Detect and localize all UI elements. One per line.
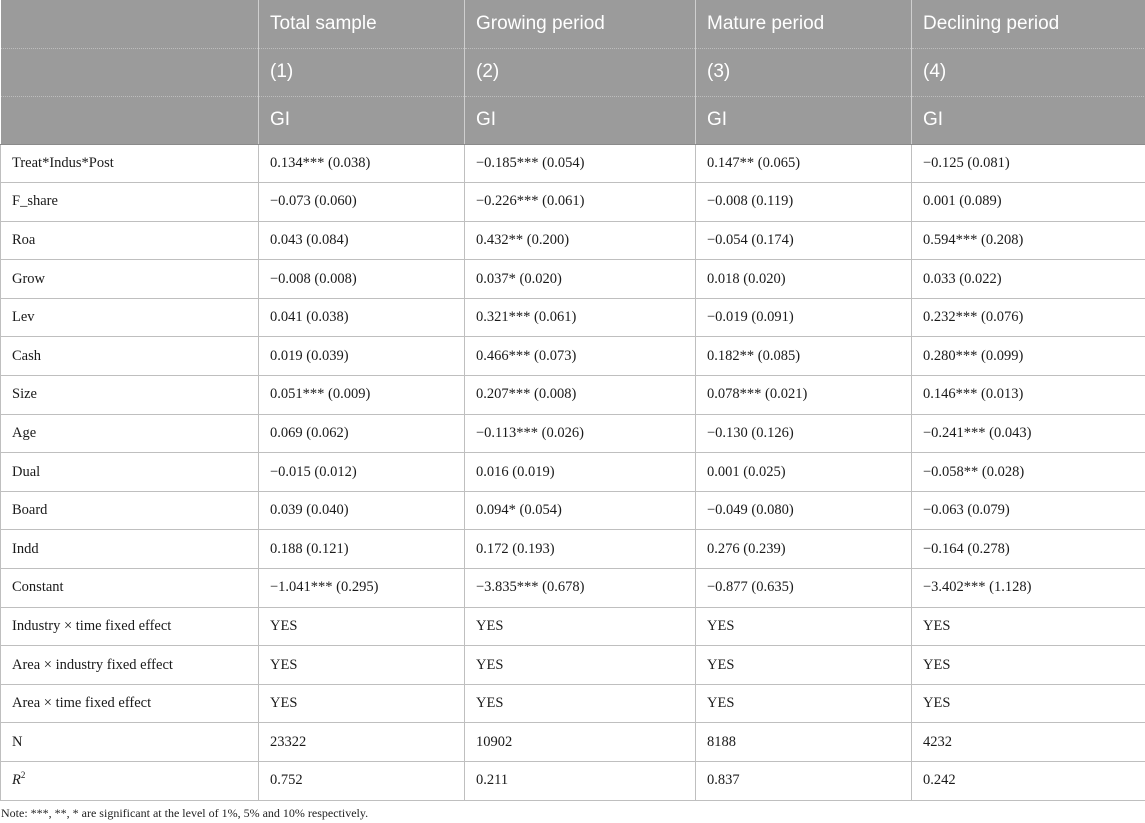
table-row (1, 607, 1145, 646)
table-row (1, 723, 1145, 762)
row-label: Area × time fixed effect (1, 684, 259, 723)
table-note: Note: ***, **, * are significant at the level of 1%, 5% and 10% respectively. (1, 806, 369, 820)
table-cell: −0.164 (0.278) (912, 530, 1145, 569)
table-cell: 0.134*** (0.038) (259, 144, 465, 183)
table-cell: YES (912, 607, 1145, 646)
table-header (1, 0, 1145, 144)
table-cell: 0.041 (0.038) (259, 298, 465, 337)
header-growing-period: Growing period (465, 0, 696, 48)
table-cell: 0.146*** (0.013) (912, 376, 1145, 415)
table-cell: −0.073 (0.060) (259, 183, 465, 222)
table-cell: −0.125 (0.081) (912, 144, 1145, 183)
table-cell: −0.241*** (0.043) (912, 414, 1145, 453)
table-row (1, 646, 1145, 685)
row-label-r-squared (1, 762, 259, 801)
table-cell: 0.069 (0.062) (259, 414, 465, 453)
table-cell: −0.058** (0.028) (912, 453, 1145, 492)
table-row (1, 569, 1145, 608)
table-cell: 0.232*** (0.076) (912, 298, 1145, 337)
row-label: Dual (1, 453, 259, 492)
row-label: Board (1, 491, 259, 530)
header-stub (1, 0, 259, 48)
table-cell: 0.018 (0.020) (696, 260, 912, 299)
r-squared-symbol: R (12, 772, 21, 789)
header-col-number: (3) (696, 48, 912, 96)
table-row (1, 684, 1145, 723)
row-label: Treat*Indus*Post (1, 144, 259, 183)
table-cell: 0.147** (0.065) (696, 144, 912, 183)
table-cell: 0.078*** (0.021) (696, 376, 912, 415)
table-cell: −0.015 (0.012) (259, 453, 465, 492)
table-cell: 0.207*** (0.008) (465, 376, 696, 415)
table-cell: −0.008 (0.008) (259, 260, 465, 299)
table-row (1, 453, 1145, 492)
table-cell: YES (465, 684, 696, 723)
table-cell: −3.402*** (1.128) (912, 569, 1145, 608)
table-cell: 23322 (259, 723, 465, 762)
table-row (1, 337, 1145, 376)
header-col-number: (2) (465, 48, 696, 96)
table-cell: 4232 (912, 723, 1145, 762)
table-cell: 0.043 (0.084) (259, 221, 465, 260)
row-label: Grow (1, 260, 259, 299)
table-cell: −0.130 (0.126) (696, 414, 912, 453)
table-cell: 0.001 (0.089) (912, 183, 1145, 222)
table-cell: 0.280*** (0.099) (912, 337, 1145, 376)
table-row-r-squared (1, 762, 1145, 801)
table-cell: −0.019 (0.091) (696, 298, 912, 337)
header-mature-period: Mature period (696, 0, 912, 48)
header-row-titles (1, 0, 1145, 48)
row-label: Indd (1, 530, 259, 569)
table-row (1, 414, 1145, 453)
table-cell: YES (465, 646, 696, 685)
table-cell: YES (912, 684, 1145, 723)
table-cell: −0.008 (0.119) (696, 183, 912, 222)
table-cell: 8188 (696, 723, 912, 762)
table-cell: 0.276 (0.239) (696, 530, 912, 569)
header-col-number: (1) (259, 48, 465, 96)
header-row-depvar (1, 96, 1145, 144)
table-cell: YES (696, 684, 912, 723)
header-declining-period: Declining period (912, 0, 1145, 48)
table-cell: YES (259, 684, 465, 723)
table-row (1, 530, 1145, 569)
table-row (1, 491, 1145, 530)
table-row (1, 260, 1145, 299)
table-cell: 0.016 (0.019) (465, 453, 696, 492)
row-label: Size (1, 376, 259, 415)
table-cell: 0.752 (259, 762, 465, 801)
header-stub (1, 48, 259, 96)
row-label: N (1, 723, 259, 762)
row-label: F_share (1, 183, 259, 222)
table-cell: YES (465, 607, 696, 646)
table-cell: 0.094* (0.054) (465, 491, 696, 530)
table-cell: 0.188 (0.121) (259, 530, 465, 569)
header-stub (1, 96, 259, 144)
table-cell: −0.054 (0.174) (696, 221, 912, 260)
table-cell: YES (259, 607, 465, 646)
table-cell: −0.185*** (0.054) (465, 144, 696, 183)
row-label: Age (1, 414, 259, 453)
table-cell: YES (696, 646, 912, 685)
r-squared-exponent: 2 (20, 770, 26, 781)
row-label: Lev (1, 298, 259, 337)
table-cell: 0.466*** (0.073) (465, 337, 696, 376)
table-cell: −0.049 (0.080) (696, 491, 912, 530)
table-cell: 0.837 (696, 762, 912, 801)
table-cell: 0.039 (0.040) (259, 491, 465, 530)
table-body (1, 144, 1145, 800)
table-cell: 0.172 (0.193) (465, 530, 696, 569)
table-cell: 0.001 (0.025) (696, 453, 912, 492)
header-col-number: (4) (912, 48, 1145, 96)
header-row-numbers (1, 48, 1145, 96)
table-cell: YES (696, 607, 912, 646)
table-cell: −0.226*** (0.061) (465, 183, 696, 222)
header-total-sample: Total sample (259, 0, 465, 48)
table-cell: 10902 (465, 723, 696, 762)
table-cell: 0.033 (0.022) (912, 260, 1145, 299)
table-row (1, 144, 1145, 183)
table-cell: 0.211 (465, 762, 696, 801)
row-label: Cash (1, 337, 259, 376)
table-cell: YES (912, 646, 1145, 685)
row-label: Roa (1, 221, 259, 260)
row-label: Industry × time fixed effect (1, 607, 259, 646)
table-cell: 0.019 (0.039) (259, 337, 465, 376)
table-row (1, 221, 1145, 260)
table-row (1, 376, 1145, 415)
table-cell: −3.835*** (0.678) (465, 569, 696, 608)
header-dependent-variable: GI (465, 96, 696, 144)
table-row (1, 298, 1145, 337)
table-cell: −0.063 (0.079) (912, 491, 1145, 530)
header-dependent-variable: GI (259, 96, 465, 144)
table-cell: 0.037* (0.020) (465, 260, 696, 299)
table-cell: 0.321*** (0.061) (465, 298, 696, 337)
table-cell: −1.041*** (0.295) (259, 569, 465, 608)
row-label: Area × industry fixed effect (1, 646, 259, 685)
header-dependent-variable: GI (912, 96, 1145, 144)
table-cell: −0.113*** (0.026) (465, 414, 696, 453)
header-dependent-variable: GI (696, 96, 912, 144)
table-cell: 0.432** (0.200) (465, 221, 696, 260)
table-row (1, 183, 1145, 222)
table-cell: 0.594*** (0.208) (912, 221, 1145, 260)
table-cell: 0.182** (0.085) (696, 337, 912, 376)
row-label: Constant (1, 569, 259, 608)
table-cell: 0.242 (912, 762, 1145, 801)
table-cell: −0.877 (0.635) (696, 569, 912, 608)
table-cell: YES (259, 646, 465, 685)
table-cell: 0.051*** (0.009) (259, 376, 465, 415)
